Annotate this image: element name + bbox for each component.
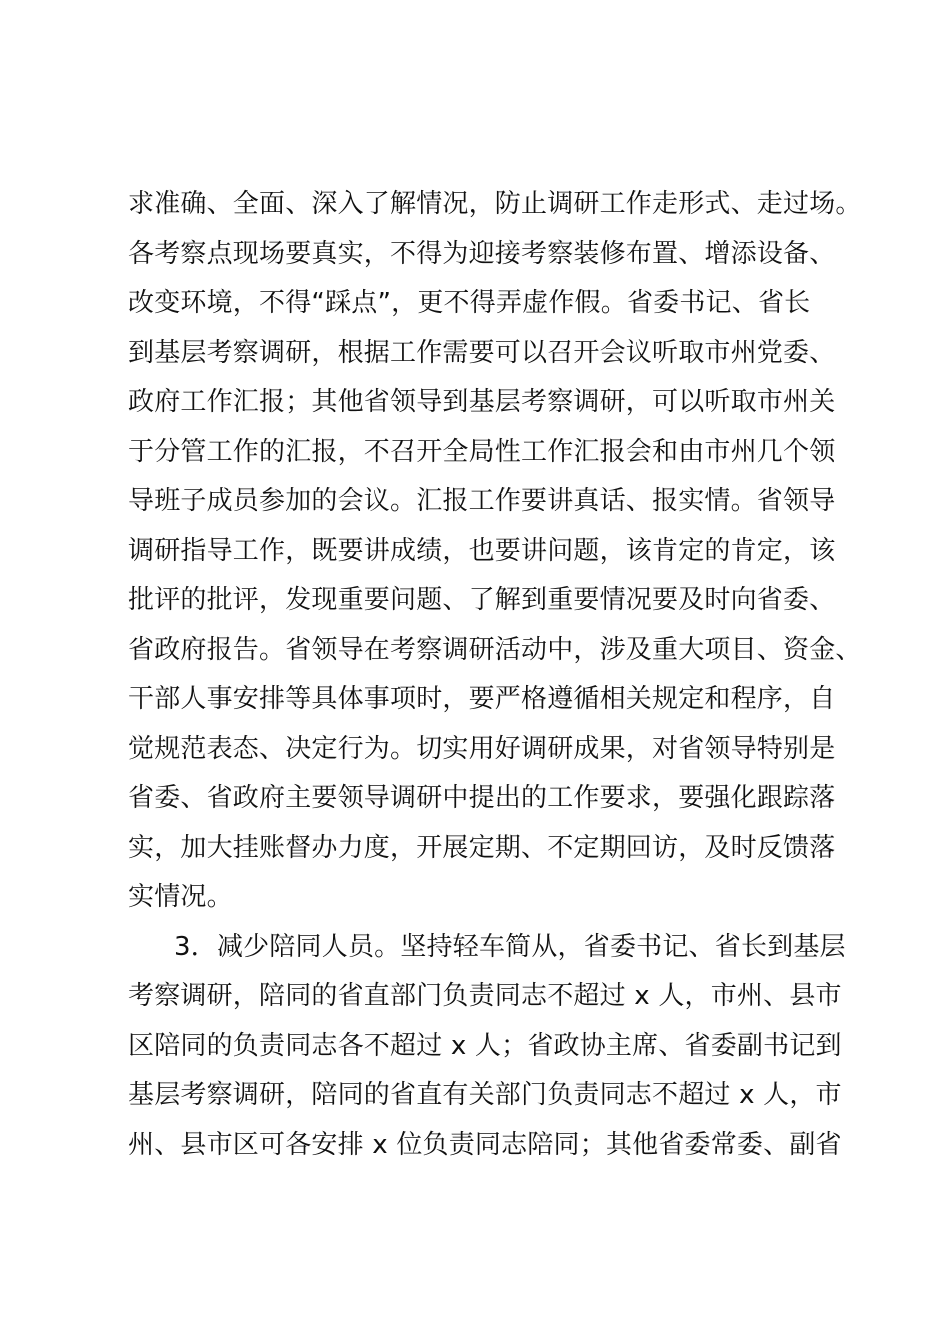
text-line: 州、县市区可各安排 x 位负责同志陪同；其他省委常委、副省 [128, 1129, 842, 1160]
text-line: 觉规范表态、决定行为。切实用好调研成果，对省领导特别是 [128, 733, 836, 764]
text-line: 政府工作汇报；其他省领导到基层考察调研，可以听取市州关 [128, 387, 836, 417]
text-line: 省政府报告。省领导在考察调研活动中，涉及重大项目、资金、 [128, 634, 862, 665]
text-line: 考察调研，陪同的省直部门负责同志不超过 x 人，市州、县市 [128, 981, 842, 1011]
text-line: 干部人事安排等具体事项时，要严格遵循相关规定和程序，自 [128, 684, 836, 714]
text-line: 实，加大挂账督办力度，开展定期、不定期回访，及时反馈落 [128, 832, 836, 863]
text-line: 导班子成员参加的会议。汇报工作要讲真话、报实情。省领导 [128, 486, 836, 516]
text-line: 批评的批评，发现重要问题、了解到重要情况要及时向省委、 [128, 585, 836, 615]
text-line: 改变环境，不得“踩点”，更不得弄虚作假。省委书记、省长 [128, 288, 811, 318]
text-line: 求准确、全面、深入了解情况，防止调研工作走形式、走过场。 [128, 189, 862, 219]
text-line: 调研指导工作，既要讲成绩，也要讲问题，该肯定的肯定，该 [128, 535, 836, 566]
text-line: 省委、省政府主要领导调研中提出的工作要求，要强化跟踪落 [128, 783, 836, 813]
text-line: 于分管工作的汇报，不召开全局性工作汇报会和由市州几个领 [128, 436, 836, 467]
text-line: 实情况。 [128, 882, 233, 912]
text-line: 基层考察调研，陪同的省直有关部门负责同志不超过 x 人，市 [128, 1080, 842, 1110]
text-line: 区陪同的负责同志各不超过 x 人；省政协主席、省委副书记到 [128, 1030, 842, 1061]
section-heading-line: 3．减少陪同人员。坚持轻车简从，省委书记、省长到基层 [174, 931, 846, 962]
text-line: 各考察点现场要真实，不得为迎接考察装修布置、增添设备、 [128, 238, 836, 269]
body-text [128, 180, 862, 1170]
text-line: 到基层考察调研，根据工作需要可以召开会议听取市州党委、 [128, 337, 836, 368]
